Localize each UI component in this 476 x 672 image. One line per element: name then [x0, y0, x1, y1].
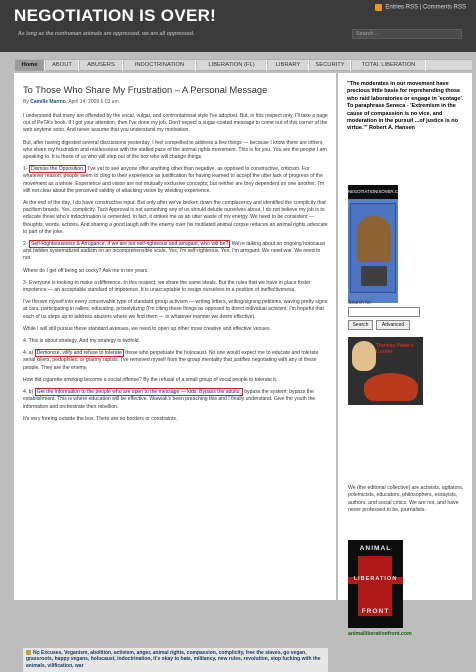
post-paragraph: 4. This is about strategy. And my strategy is twofold.: [23, 338, 141, 345]
alf-banner[interactable]: [348, 540, 403, 628]
rss-links[interactable]: [375, 4, 466, 11]
highlighted-phrase: Self-Righteousness & Arrogance. If we are not self-righteous and arrogant, who will be?: [30, 241, 229, 248]
post-tags: [23, 648, 328, 672]
point-number: 1-: [23, 166, 28, 173]
post-paragraph: At the end of the day, I do have constructive input. But only after we've broken down the complacency and identified the complicity that pacifism breeds. Yes, complicity. Tacit Approval is not something any of us should delude ourselves about. I do not believe my job is to educate those who's indoctrination is cemented. In fact, it strikes me as an utter waste of my energy. We need to be consistent — thoughts, words, actions. And sharing a good laugh with the enemy over his mutilated animal corpse reduces an animal rights advocate to part of the joke.: [23, 200, 328, 235]
banner-label: NEGOTIATIONISOVER.COM: [348, 185, 398, 199]
post-body: [23, 113, 328, 428]
highlighted-phrase: Dismiss the Opposition.: [30, 166, 85, 173]
site-title[interactable]: NEGOTIATION IS OVER!: [14, 6, 217, 25]
post-author[interactable]: Camille Marino: [30, 99, 66, 105]
site-header: [0, 0, 476, 52]
meta-prefix: By: [23, 99, 29, 105]
post-paragraph: [23, 350, 328, 372]
post-paragraph: I've thrown myself into every conceivable type of standard group activism — writing letters, writing/signing petitions, waving pretty signs at cars, participating in rallies, educating, proselytizing (I'm citing these things as opposed to direct individual activism. I'm hopeful that each of us steps up to address abusers where we find them — in whatever manner we deem effective).: [23, 299, 328, 320]
paragraph-text: bypass the system; bypass the establishment. This is where education will be effective. Warwak's been preaching this and I finally understand. Give the youth the information and orchestrate their rebellion.: [23, 389, 316, 410]
nav-item-library[interactable]: LIBRARY: [267, 60, 309, 71]
sidebar-quote: "The moderates in our movement have precious little basis for reprehending those who raid laboratories or engage in 'ecotage'. To paraphrase Seneca - 'Extremism in the cause of compassion is no vice, and moderation in the pursuit ...of justice is no virtue.'" Robert A. Hansen: [347, 81, 464, 132]
banner-word: ANIMAL: [359, 545, 392, 552]
rss-icon: [375, 4, 382, 11]
nav-item-home[interactable]: Home: [14, 60, 45, 71]
banner-word: LIBERATION: [353, 576, 398, 582]
main-nav: [14, 59, 472, 71]
tag-links[interactable]: No Excuses, Veganism, abolition, activism, anger, animal rights, compassion, complicity, free the slaves, go vegan, grassroots, happy vegans, holocaust, indoctrination, it's okay to hate, militancy, new rules, revolution, stop fucking with the animals, vilification, war: [26, 650, 321, 669]
search-button[interactable]: Search: [348, 320, 373, 330]
post-paragraph: [23, 389, 328, 411]
banner-image: [364, 373, 418, 401]
site-tagline: As long as the nonhuman animals are oppressed, we are all oppressed.: [18, 31, 195, 37]
tag-icon: [26, 650, 31, 655]
banner-word: FRONT: [361, 608, 390, 615]
post-paragraph: [23, 241, 328, 263]
nav-item-about[interactable]: ABOUT: [45, 60, 79, 71]
negotiation-banner[interactable]: [348, 185, 405, 303]
sidebar-search-label: Search for:: [348, 300, 373, 306]
paragraph-text: those who perpetuate the holocaust. No one would expect me to educate and tolerate serial killers, pedophiles, or granny rapists. I've removed myself from the group mentality that justifies negotiating with any of these people. They are the enemy.: [23, 350, 319, 371]
nav-item-security[interactable]: SECURITY: [309, 60, 351, 71]
post-paragraph: I understand that many are offended by the vocal, vulgar, and confrontational style I've adopted. But, in this respect only, I'll take a page out of PeTA's book. If I got your attention, then I've done my job. Don't expect a sugar-coated message to come out of this corner of the web anytime soon. And never assume that you understand my motivation.: [23, 113, 328, 134]
thomas-paine-banner[interactable]: [348, 337, 423, 405]
post-meta: [23, 99, 119, 105]
post-paragraph: While I will still pursue these standard avenues, we need to open up other more creative and effective venues.: [23, 325, 271, 332]
point-number: 4. b): [23, 389, 34, 396]
rss-link-text[interactable]: Entries RSS | Comments RSS: [385, 4, 466, 11]
post-paragraph: 3- Everyone is looking to make a difference. In this respect, we share the same ideals. But the rules that we have in place foster impotence — an acceptable standard of impotence. It is unacceptable to resign ourselves to a position of ineffectiveness.: [23, 279, 311, 294]
banner-image: [358, 556, 392, 616]
editorial-collective-text: We (the editorial collective) are activists, agitators, polemicists, educators, philosophers, essayists, authors, and social critics. We are not, and have never professed to be, journalists.: [348, 485, 464, 514]
post-paragraph: It's very freeing outside the box. There are no borders or constraints.: [23, 415, 178, 422]
post-paragraph: But, after having digested several discussions yesterday, I feel compelled to address a few things — because I know there are others who share my frustration and restlessness with the stalled pace of the animal rights movement. This is for you. You are the people I am speaking to. It is those of us who will step out of the box who will change things.: [23, 139, 327, 161]
nav-item-abusers[interactable]: ABUSERS: [79, 60, 123, 71]
post-date: , April 14, 2009 6:03 am: [65, 99, 119, 105]
portrait-image: [352, 341, 376, 371]
post-paragraph: How did cigarette smoking become a social offense? By the refusal of a small group of vocal people to tolerate it.: [23, 376, 278, 383]
banner-label: Thomas Paine's Corner: [376, 343, 414, 355]
banner-image: [350, 203, 396, 293]
alf-link[interactable]: animalliberationfront.com: [348, 631, 412, 637]
sidebar: [338, 73, 472, 637]
nav-item-liberation[interactable]: LIBERATION (FL): [196, 60, 267, 71]
paragraph-text: We're talking about an ongoing holocaust and hidden systematized sadism on an incomprehensible scale. Yes, I'm self-righteous. Yes, I'm arrogant. We need war. We need to not.: [23, 241, 325, 262]
main-content: [14, 73, 336, 669]
highlighted-phrase: Demonize, vilify and refuse to tolerate: [36, 350, 122, 357]
paragraph-text: I've yet to see anyone offer anything other than negative, as opposed to constructive, criticism. For whatever reason, people seem to cling to their experience as justification for having learned to accept the utter lack of progress of the movement as a whole. Experience and vision are not mutually exclusive concepts; but neither are they dependent on one another. I'm still not clear about the perceived validity of attacking vision by wielding experience.: [23, 166, 325, 194]
advanced-search-button[interactable]: Advanced: [376, 320, 410, 330]
nav-item-total-liberation[interactable]: TOTAL LIBERATION: [351, 60, 426, 71]
highlighted-phrase: Get the information to the people who are open to the message — kids. Bypass the adults;: [36, 389, 241, 396]
post-paragraph: [23, 166, 328, 195]
point-number: 2-: [23, 241, 28, 248]
nav-item-indoctrination[interactable]: INDOCTRINATION: [123, 60, 196, 71]
post-paragraph: Where do I get off being so cocky? Ask me in ten years.: [23, 267, 149, 274]
header-search-input[interactable]: Search ...: [352, 29, 462, 39]
point-number: 4. a): [23, 350, 34, 357]
post-title[interactable]: To Those Who Share My Frustration – A Personal Message: [23, 85, 268, 95]
sidebar-search-input[interactable]: [348, 307, 420, 317]
